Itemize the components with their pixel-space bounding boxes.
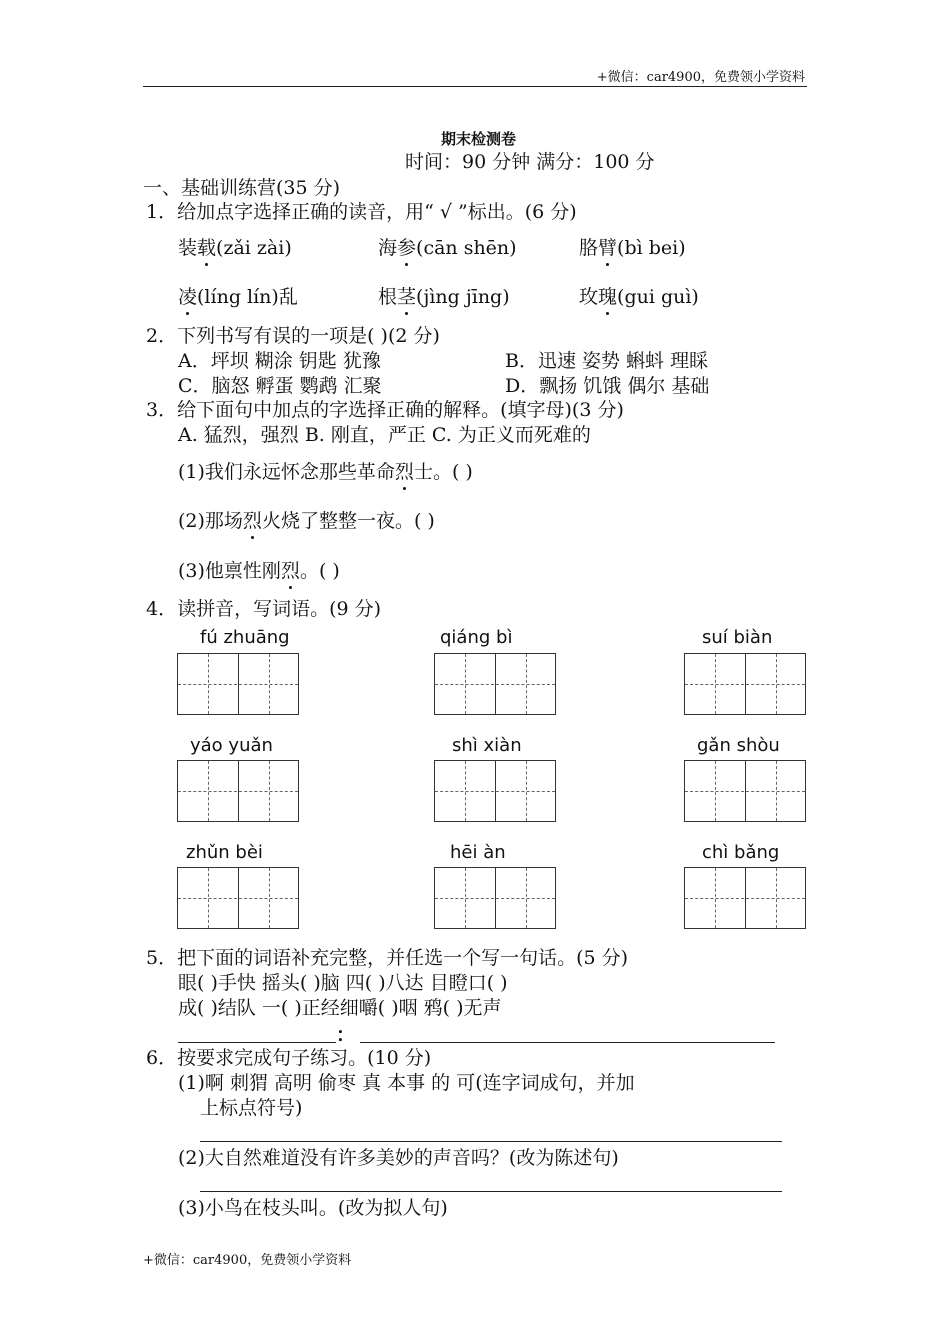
pinyin-label: fú zhuāng xyxy=(200,627,290,648)
header-rule xyxy=(143,86,807,87)
q3-sentence-1: (1)我们永远怀念那些革命烈士。( ) xyxy=(178,461,473,483)
q1-item: 装载(zǎi zài) xyxy=(178,237,292,259)
writing-grid[interactable] xyxy=(177,653,299,715)
exam-meta: 时间：90 分钟 满分：100 分 xyxy=(405,151,655,173)
q2-option-d: D．飘扬 饥饿 偶尔 基础 xyxy=(505,375,710,397)
footer-note: +微信：car4900，免费领小学资料 xyxy=(143,1253,352,1268)
q2-option-a: A．坪坝 糊涂 钥匙 犹豫 xyxy=(178,350,381,372)
q1-item: 玫瑰(gui guì) xyxy=(579,286,699,308)
writing-grid[interactable] xyxy=(684,867,806,929)
q1-prompt: 1．给加点字选择正确的读音，用“ √ ”标出。(6 分) xyxy=(146,201,577,223)
q1-item: 根茎(jìng jīng) xyxy=(378,286,510,308)
answer-line-idiom[interactable] xyxy=(178,1042,336,1043)
q2-prompt: 2．下列书写有误的一项是( )(2 分) xyxy=(146,325,440,347)
writing-grid[interactable] xyxy=(177,867,299,929)
q5-prompt: 5．把下面的词语补充完整，并任选一个写一句话。(5 分) xyxy=(146,947,629,969)
q5-colon: ： xyxy=(336,1024,356,1046)
answer-line[interactable] xyxy=(200,1191,782,1192)
q3-options: A. 猛烈，强烈 B. 刚直，严正 C. 为正义而死难的 xyxy=(178,424,591,446)
writing-grid[interactable] xyxy=(177,760,299,822)
q6-task-1-cont: 上标点符号) xyxy=(200,1097,303,1119)
pinyin-label: shì xiàn xyxy=(452,735,522,756)
q4-prompt: 4．读拼音，写词语。(9 分) xyxy=(146,598,382,620)
page-title: 期末检测卷 xyxy=(441,130,517,148)
writing-grid[interactable] xyxy=(684,760,806,822)
pinyin-label: hēi àn xyxy=(450,842,506,863)
pinyin-label: yáo yuǎn xyxy=(190,735,273,756)
pinyin-label: suí biàn xyxy=(702,627,773,648)
pinyin-label: qiáng bì xyxy=(440,627,513,648)
writing-grid[interactable] xyxy=(684,653,806,715)
writing-grid[interactable] xyxy=(434,867,556,929)
writing-grid[interactable] xyxy=(434,760,556,822)
header-note: +微信：car4900，免费领小学资料 xyxy=(596,70,805,85)
pinyin-label: zhǔn bèi xyxy=(186,842,263,863)
q2-option-c: C．脑怒 孵蛋 鹦鹉 汇聚 xyxy=(178,375,382,397)
q5-idioms-row-1: 眼( )手快 摇头( )脑 四( )八达 目瞪口( ) xyxy=(178,972,508,994)
q5-idioms-row-2: 成( )结队 一( )正经细嚼( )咽 鸦( )无声 xyxy=(178,997,502,1019)
q6-task-1: (1)啊 刺猬 高明 偷枣 真 本事 的 可(连字词成句，并加 xyxy=(178,1072,635,1094)
q3-prompt: 3．给下面句中加点的字选择正确的解释。(填字母)(3 分) xyxy=(146,399,624,421)
q6-task-3: (3)小鸟在枝头叫。(改为拟人句) xyxy=(178,1197,448,1219)
q1-item: 海参(cān shēn) xyxy=(378,237,517,259)
section-heading: 一、基础训练营(35 分) xyxy=(143,177,341,199)
q1-item: 凌(líng lín)乱 xyxy=(178,286,298,308)
q2-option-b: B．迅速 姿势 蝌蚪 理睬 xyxy=(505,350,709,372)
answer-line[interactable] xyxy=(200,1141,782,1142)
pinyin-label: chì bǎng xyxy=(702,842,780,863)
writing-grid[interactable] xyxy=(434,653,556,715)
q6-task-2: (2)大自然难道没有许多美妙的声音吗？(改为陈述句) xyxy=(178,1147,619,1169)
pinyin-label: gǎn shòu xyxy=(697,735,780,756)
q6-prompt: 6．按要求完成句子练习。(10 分) xyxy=(146,1047,432,1069)
q1-item: 胳臂(bì bei) xyxy=(579,237,686,259)
q3-sentence-3: (3)他禀性刚烈。( ) xyxy=(178,560,340,582)
answer-line-sentence[interactable] xyxy=(360,1042,775,1043)
q3-sentence-2: (2)那场烈火烧了整整一夜。( ) xyxy=(178,510,435,532)
